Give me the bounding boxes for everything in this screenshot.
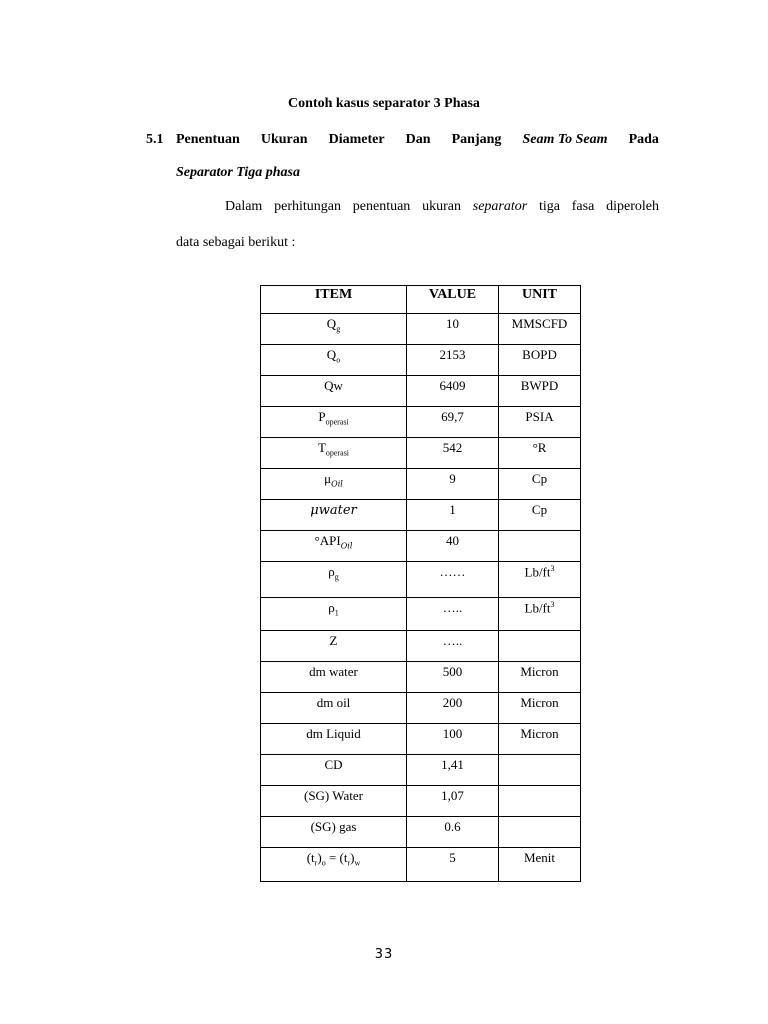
cell-value: 542 (407, 438, 499, 469)
cell-unit (499, 662, 581, 693)
heading-word: Penentuan (176, 132, 240, 147)
cell-item (261, 693, 407, 724)
cell-value: 10 (407, 314, 499, 345)
cell-value: 6409 (407, 376, 499, 407)
paragraph-line2: data sebagai berikut : (176, 235, 296, 250)
page-title: Contoh kasus separator 3 Phasa (288, 96, 480, 111)
cell-value: 5 (407, 848, 499, 882)
table-row (261, 469, 581, 500)
cell-unit (499, 562, 581, 598)
item-subscript: operasi (325, 417, 349, 427)
cell-item (261, 786, 407, 817)
cell-value: ….. (407, 598, 499, 631)
cell-unit (499, 500, 581, 531)
cell-value: 100 (407, 724, 499, 755)
item-subscript: r (314, 858, 318, 868)
unit-text: MMSCFD (511, 316, 568, 331)
cell-unit (499, 631, 581, 662)
cell-value: 2153 (407, 345, 499, 376)
cell-item (261, 662, 407, 693)
para-word: perhitungan (274, 199, 341, 214)
cell-value: ….. (407, 631, 499, 662)
item-symbol: dm oil (316, 695, 351, 710)
unit-text: Cp (531, 471, 548, 486)
para-word: fasa (571, 199, 595, 214)
cell-item (261, 500, 407, 531)
page-number: 33 (374, 947, 394, 962)
item-symbol: (SG) Water (303, 788, 363, 803)
item-subscript: w (354, 858, 361, 868)
item-symbol: Q (326, 347, 337, 362)
table-row (261, 345, 581, 376)
table-row (261, 755, 581, 786)
item-subscript: o (336, 355, 341, 365)
unit-text: Lb/ft (524, 564, 551, 580)
table-row (261, 407, 581, 438)
table-row (261, 817, 581, 848)
header-value: VALUE (407, 286, 499, 314)
cell-item (261, 755, 407, 786)
item-symbol: CD (324, 757, 343, 772)
unit-text: Lb/ft (524, 600, 551, 616)
unit-text: Menit (523, 850, 556, 865)
heading-italic: Seam To Seam (522, 132, 608, 147)
cell-unit (499, 693, 581, 724)
cell-unit (499, 469, 581, 500)
paragraph-line1 (225, 199, 659, 215)
cell-unit (499, 376, 581, 407)
cell-item (261, 345, 407, 376)
table-row (261, 598, 581, 631)
item-symbol: (t (306, 850, 315, 865)
cell-item (261, 438, 407, 469)
para-word: diperoleh (606, 199, 659, 214)
table-row (261, 662, 581, 693)
heading-word: Panjang (451, 132, 502, 147)
table-header-row (261, 286, 581, 314)
cell-item (261, 376, 407, 407)
item-subscript: o (321, 858, 326, 868)
heading-word: Pada (628, 132, 659, 147)
cell-unit (499, 724, 581, 755)
section-heading-line2: Separator Tiga phasa (176, 165, 300, 180)
unit-text: Micron (520, 695, 559, 710)
para-word: penentuan (352, 199, 411, 214)
cell-item (261, 531, 407, 562)
table-row (261, 786, 581, 817)
table-row (261, 848, 581, 882)
item-symbol: ) (317, 850, 322, 865)
item-symbol: μ (324, 471, 332, 486)
unit-superscript: 3 (550, 564, 555, 573)
item-symbol: T (317, 440, 326, 455)
item-subscript: 1 (334, 608, 339, 618)
cell-item (261, 598, 407, 631)
table-row (261, 631, 581, 662)
item-symbol: = (t (325, 850, 348, 865)
item-symbol: (SG) gas (310, 819, 357, 834)
item-subscript: operasi (325, 448, 350, 458)
para-word: tiga (538, 199, 560, 214)
item-symbol: ) (350, 850, 355, 865)
cell-item (261, 407, 407, 438)
table-body (261, 314, 581, 882)
item-symbol: Qw (324, 378, 343, 393)
cell-unit (499, 817, 581, 848)
unit-text: Cp (531, 502, 548, 517)
heading-word: Ukuran (260, 132, 308, 147)
table-row (261, 376, 581, 407)
item-symbol: ρ (328, 564, 335, 579)
item-symbol: μwater (310, 503, 357, 518)
table-row (261, 724, 581, 755)
table-row (261, 531, 581, 562)
item-symbol: dm water (309, 664, 358, 679)
cell-value: 69,7 (407, 407, 499, 438)
cell-value: 0.6 (407, 817, 499, 848)
item-subscript: Oil (331, 479, 343, 489)
table-row (261, 314, 581, 345)
cell-value: …… (407, 562, 499, 598)
table-row (261, 562, 581, 598)
unit-superscript: 3 (550, 600, 555, 609)
cell-unit (499, 407, 581, 438)
heading-word: Diameter (328, 132, 385, 147)
item-subscript: g (336, 324, 341, 334)
table-row (261, 438, 581, 469)
cell-item (261, 817, 407, 848)
cell-item (261, 848, 407, 882)
table-row (261, 500, 581, 531)
cell-value: 1,07 (407, 786, 499, 817)
cell-unit (499, 786, 581, 817)
para-word: ukuran (422, 199, 461, 214)
unit-text: BWPD (520, 378, 559, 393)
item-symbol: ρ (328, 600, 335, 615)
section-number: 5.1 (146, 132, 164, 147)
heading-word: Dan (405, 132, 431, 147)
cell-item (261, 562, 407, 598)
cell-value: 1,41 (407, 755, 499, 786)
cell-unit (499, 531, 581, 562)
item-subscript: g (334, 572, 339, 582)
cell-item (261, 631, 407, 662)
cell-value: 40 (407, 531, 499, 562)
cell-value: 1 (407, 500, 499, 531)
unit-text: °R (532, 440, 547, 455)
item-subscript: r (347, 858, 351, 868)
unit-text: BOPD (522, 347, 557, 362)
para-italic-word: separator (472, 199, 528, 214)
item-symbol: dm Liquid (306, 726, 361, 741)
item-symbol: °API (314, 533, 341, 548)
unit-text: Micron (520, 664, 559, 679)
cell-unit (499, 438, 581, 469)
unit-text: PSIA (525, 409, 554, 424)
data-table (260, 285, 581, 882)
item-symbol: Z (329, 633, 338, 648)
cell-unit (499, 345, 581, 376)
cell-value: 200 (407, 693, 499, 724)
cell-unit (499, 314, 581, 345)
cell-item (261, 314, 407, 345)
header-item: ITEM (261, 286, 407, 314)
table-row (261, 693, 581, 724)
item-subscript: Oil (340, 541, 353, 551)
cell-unit (499, 848, 581, 882)
cell-unit (499, 598, 581, 631)
item-symbol: P (318, 409, 326, 424)
header-unit: UNIT (499, 286, 581, 314)
cell-value: 500 (407, 662, 499, 693)
section-heading-line1 (176, 132, 659, 148)
cell-value: 9 (407, 469, 499, 500)
cell-item (261, 724, 407, 755)
unit-text: Micron (520, 726, 559, 741)
cell-item (261, 469, 407, 500)
cell-unit (499, 755, 581, 786)
para-word: Dalam (225, 199, 263, 214)
item-symbol: Q (326, 316, 337, 331)
